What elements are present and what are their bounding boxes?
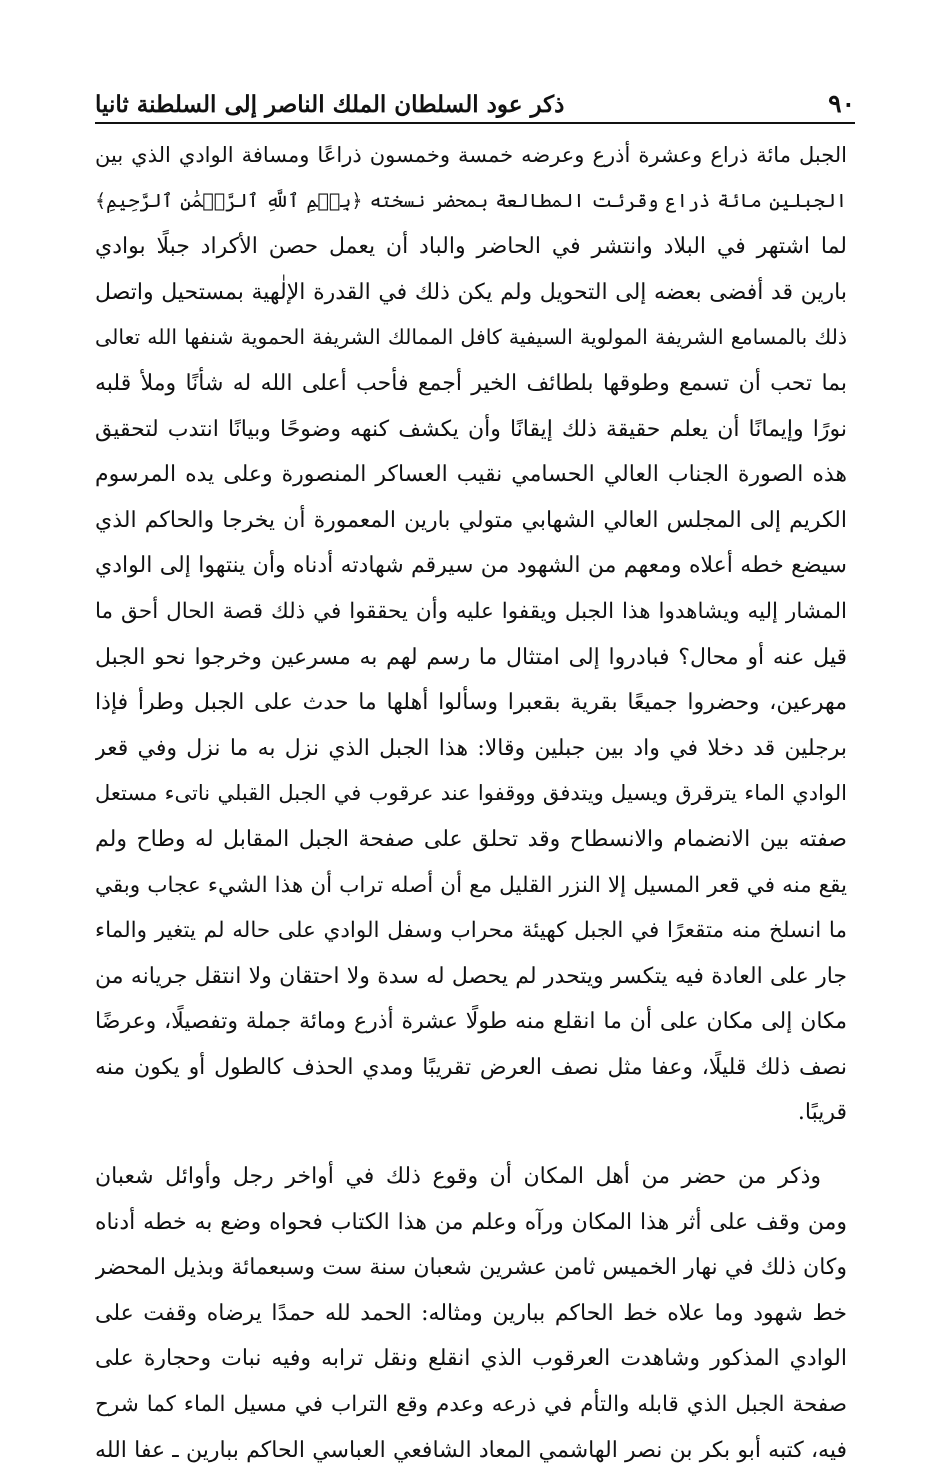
text-line: الكريم إلى المجلس العالي الشهابي متولي بارين المعمورة أن يخرجا والحاكم الذي	[95, 507, 847, 533]
text-line: الجبلين مائة ذراع وقرئت المطالعة بمحضر نسخته ﴿بِسۡمِ ٱللَّهِ ٱلرَّحۡمَٰنِ ٱلرَّحِيمِ﴾	[95, 189, 847, 212]
text-line: برجلين قد دخلا في واد بين جبلين وقالا: هذا الجبل الذي نزل به ما نزل وفي قعر	[95, 735, 847, 761]
text-line: وكان ذلك في نهار الخميس ثامن عشرين شعبان سنة ست وسبعمائة وبذيل المحضر	[95, 1255, 847, 1281]
text-line: نصف ذلك قليلًا، وعفا مثل نصف العرض تقريبًا ومدي الحذف كالطول أو يكون منه	[95, 1054, 847, 1080]
text-line: فيه، كتبه أبو بكر بن نصر الهاشمي المعاد الشافعي العباسي الحاكم ببارين ـ عفا الله	[95, 1437, 847, 1463]
text-line: الوادي المذكور وشاهدت العرقوب الذي انقلع ونقل ترابه وفيه نبات وحجارة على	[95, 1346, 847, 1372]
text-line: هذه الصورة الجناب العالي الحسامي نقيب العساكر المنصورة وعلى يده المرسوم	[95, 462, 847, 488]
text-line: جار على العادة فيه يتكسر ويتحدر لم يحصل له سدة ولا احتقان ولا انتقل جريانه من	[95, 963, 847, 989]
text-line: لما اشتهر في البلاد وانتشر في الحاضر والباد أن يعمل حصن الأكراد جبلًا بوادي	[95, 234, 847, 260]
text-line: الجبل مائة ذراع وعشرة أذرع وعرضه خمسة وخمسون ذراعًا ومسافة الوادي الذي بين	[95, 143, 847, 167]
header-rule	[95, 122, 855, 124]
running-title: ذكر عود السلطان الملك الناصر إلى السلطنة ثانيا	[95, 91, 565, 118]
text-line: يقع منه في قعر المسيل إلا النزر القليل مع أن أصله تراب أن هذا الشيء عجاب وبقي	[95, 872, 847, 898]
text-line: ذلك بالمسامع الشريفة المولوية السيفية كافل الممالك الشريفة الحموية شنفها الله تعالى	[95, 325, 847, 350]
text-line: بارين قد أفضى بعضه إلى التحويل ولم يكن ذلك في القدرة الإلٰهية بمستحيل واتصل	[95, 279, 847, 305]
text-line: قريبًا.	[797, 1100, 847, 1126]
text-line: سيضع خطه أعلاه ومعهم من الشهود من سيرقم شهادته أدناه وأن ينتهوا إلى الوادي	[95, 553, 847, 579]
text-line: المشار إليه ويشاهدوا هذا الجبل ويقفوا عليه وأن يحققوا في ذلك قصة الحال أحق ما	[95, 598, 847, 624]
text-line: خط شهود وما علاه خط الحاكم ببارين ومثاله: الحمد لله حمدًا يرضاه وقفت على	[95, 1300, 847, 1326]
text-line: بما تحب أن تسمع وطوقها بلطائف الخير أجمع فأحب أعلى الله له شأنًا وملأ قلبه	[95, 370, 847, 396]
text-line: صفحة الجبل الذي قابله والتأم في ذرعه وعدم وقع التراب في مسيل الماء كما شرح	[95, 1392, 847, 1418]
text-line: نورًا وإيمانًا أن يعلم حقيقة ذلك إيقانًا وأن يكشف كنهه وضوحًا وبيانًا انتدب لتحقيق	[95, 416, 847, 442]
text-line: قيل عنه أو محال؟ فبادروا إلى امتثال ما رسم لهم به مسرعين وخرجوا نحو الجبل	[95, 644, 847, 670]
page-header	[95, 76, 855, 116]
text-line: مكان إلى مكان على أن ما انقلع منه طولًا عشرة أذرع ومائة جملة وتفصيلًا، وعرضًا	[95, 1009, 847, 1035]
text-line: ما انسلخ منه متقعرًا في الجبل كهيئة محراب وسفل الوادي على حاله لم يتغير والماء	[95, 918, 847, 944]
text-line: ومن وقف على أثر هذا المكان ورآه وعلم من هذا الكتاب فحواه وضع به خطه أدناه	[95, 1209, 847, 1235]
paragraph-gap	[95, 1136, 847, 1154]
body-text	[95, 133, 847, 1473]
page-number: ٩٠	[828, 89, 855, 118]
text-line: الوادي الماء يترقرق ويسيل ويتدفق ووقفوا عند عرقوب في الجبل القبلي ناتىء مستعل	[95, 781, 847, 806]
text-line: وذكر من حضر من أهل المكان أن وقوع ذلك في أواخر رجل وأوائل شعبان	[95, 1164, 821, 1190]
paragraph-2	[95, 1154, 847, 1473]
text-line: مهرعين، وحضروا جميعًا بقرية بقعبرا وسألوا أهلها ما حدث على الجبل وطرأ فإذا	[95, 690, 847, 716]
paragraph-1	[95, 133, 847, 1136]
text-line: صفته بين الانضمام والانسطاح وقد تحلق على صفحة الجبل المقابل له وطاح ولم	[95, 826, 847, 852]
